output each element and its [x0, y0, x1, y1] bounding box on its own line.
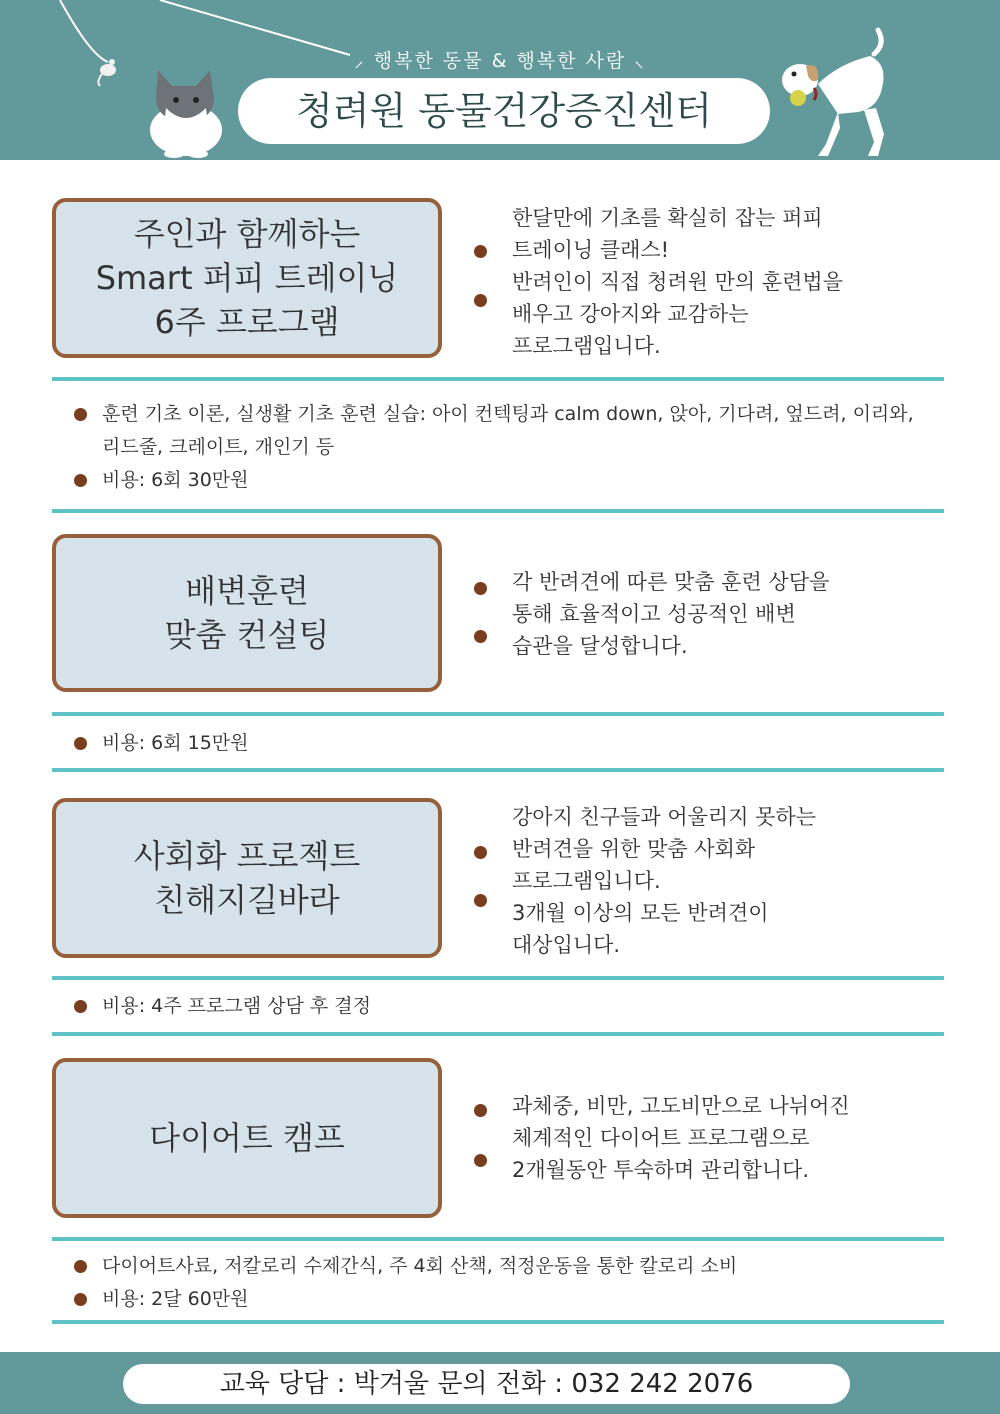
detail-item — [74, 398, 934, 464]
divider — [52, 509, 944, 513]
program-title-line: 다이어트 캠프 — [149, 1119, 345, 1157]
divider — [52, 712, 944, 716]
detail-item — [74, 727, 934, 760]
program-description — [474, 566, 944, 676]
bullet-icon — [74, 1260, 87, 1273]
bullet-icon — [474, 1154, 487, 1167]
bullet-icon — [474, 630, 487, 643]
description-line: 프로그램입니다. — [512, 869, 661, 893]
divider — [52, 976, 944, 980]
bullet-icon — [74, 1000, 87, 1013]
program-title-box — [52, 798, 442, 958]
description-line: 습관을 달성합니다. — [512, 634, 688, 658]
bullet-icon — [74, 1293, 87, 1306]
program-description — [474, 202, 944, 372]
detail-item — [74, 1283, 934, 1316]
description-line: 3개월 이상의 모든 반려견이 — [512, 901, 769, 925]
contact-info: 교육 당담 : 박겨울 문의 전화 : 032 242 2076 — [123, 1364, 850, 1404]
program-details — [74, 1250, 934, 1316]
program-description — [474, 801, 944, 971]
description-line: 반려인이 직접 청려원 만의 훈련법을 — [512, 270, 843, 294]
description-line: 과체중, 비만, 고도비만으로 나뉘어진 — [512, 1094, 850, 1118]
program-title-box — [52, 1058, 442, 1218]
detail-text: 비용: 6회 15만원 — [102, 732, 249, 754]
program-title-line: 사회화 프로젝트 — [133, 837, 361, 875]
program-title-line: Smart 퍼피 트레이닝 — [95, 259, 399, 297]
description-line: 프로그램입니다. — [512, 334, 661, 358]
program-details — [74, 398, 934, 497]
detail-item — [74, 990, 934, 1023]
bullet-icon — [474, 894, 487, 907]
description-line: 트레이닝 클래스! — [512, 238, 670, 262]
description-line: 2개월동안 투숙하며 관리합니다. — [512, 1158, 810, 1182]
description-line: 체계적인 다이어트 프로그램으로 — [512, 1126, 810, 1150]
detail-text: 비용: 6회 30만원 — [102, 469, 249, 491]
program-details — [74, 990, 934, 1023]
center-title: 청려원 동물건강증진센터 — [238, 78, 770, 144]
divider — [52, 1320, 944, 1324]
description-line: 배우고 강아지와 교감하는 — [512, 302, 749, 326]
program-title-line: 배변훈련 — [185, 572, 309, 610]
program-title-line: 주인과 함께하는 — [133, 215, 361, 253]
tagline — [0, 46, 1000, 73]
bullet-icon — [474, 294, 487, 307]
detail-text: 비용: 4주 프로그램 상담 후 결정 — [102, 995, 371, 1017]
program-title-box — [52, 198, 442, 358]
program-title-line: 맞춤 컨설팅 — [164, 616, 330, 654]
tagline-mark-right: ⸜ — [634, 50, 646, 72]
cat-illustration-icon — [138, 58, 234, 158]
bullet-icon — [474, 846, 487, 859]
detail-text: 다이어트사료, 저칼로리 수제간식, 주 4회 산책, 적정운동을 통한 칼로리 소비 — [102, 1255, 738, 1277]
description-line: 강아지 친구들과 어울리지 못하는 — [512, 805, 817, 829]
detail-item — [74, 464, 934, 497]
tagline-mark-left: ⸝ — [354, 50, 366, 72]
divider — [52, 377, 944, 381]
description-line: 통해 효율적이고 성공적인 배변 — [512, 602, 796, 626]
bullet-icon — [474, 582, 487, 595]
divider — [52, 1237, 944, 1241]
program-details — [74, 727, 934, 760]
detail-item — [74, 1250, 934, 1283]
divider — [52, 768, 944, 772]
dog-illustration-icon — [778, 24, 898, 160]
tagline-text: 행복한 동물 & 행복한 사람 — [373, 50, 627, 72]
description-line: 한달만에 기초를 확실히 잡는 퍼피 — [512, 206, 823, 230]
bullet-icon — [74, 474, 87, 487]
detail-text: 훈련 기초 이론, 실생활 기초 훈련 실습: 아이 컨텍팅과 calm down, 앉아, 기다려, 엎드려, 이리와, 리드줄, 크레이트, 개인기 등 — [102, 403, 914, 458]
description-line: 각 반려견에 따른 맞춤 훈련 상담을 — [512, 570, 830, 594]
program-description — [474, 1090, 944, 1200]
program-title-line: 친해지길바라 — [154, 881, 340, 919]
detail-text: 비용: 2달 60만원 — [102, 1288, 249, 1310]
bullet-icon — [74, 408, 87, 421]
divider — [52, 1032, 944, 1036]
bullet-icon — [74, 737, 87, 750]
program-title-box — [52, 534, 442, 692]
bullet-icon — [474, 1104, 487, 1117]
bullet-icon — [474, 245, 487, 258]
program-title-line: 6주 프로그램 — [154, 303, 340, 341]
description-line: 대상입니다. — [512, 933, 621, 957]
description-line: 반려견을 위한 맞춤 사회화 — [512, 837, 756, 861]
